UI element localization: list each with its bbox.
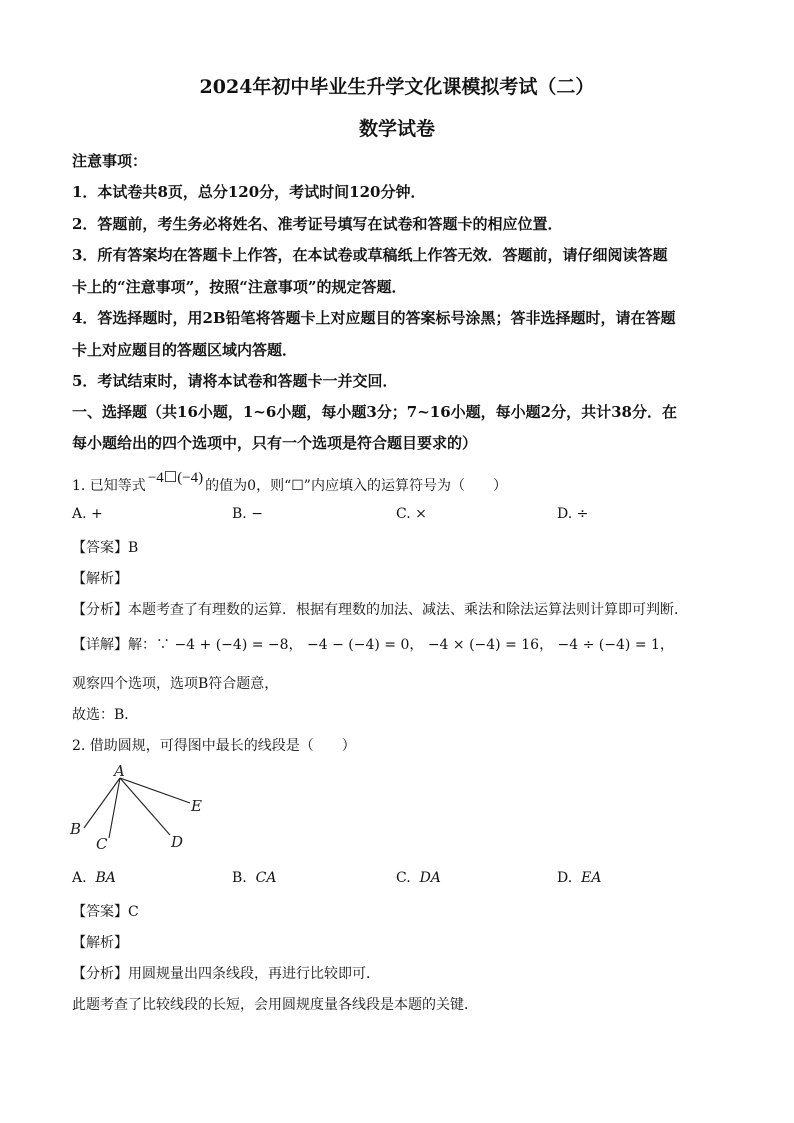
q2-option-d: [557, 870, 601, 886]
option-value: DA: [419, 870, 441, 886]
q1-observe: 观察四个选项，选项B符合题意，: [72, 676, 279, 692]
q1-analysis-heading: 【解析】: [72, 571, 128, 587]
note-line: 卡上的“注意事项”，按照“注意事项”的规定答题．: [72, 278, 407, 296]
point-label-a: A: [114, 762, 125, 780]
q1-detail: 【详解】解：∵ −4 + (−4) = −8， −4 − (−4) = 0， −4 × (−4) = 16， −4 ÷ (−4) = 1，: [72, 637, 674, 653]
option-letter: B.: [232, 870, 247, 886]
exam-title: 2024年初中毕业生升学文化课模拟考试（二）: [199, 76, 595, 98]
q2-stem: 2. 借助圆规，可得图中最长的线段是（ ）: [72, 738, 356, 754]
q1-option-c: C. ×: [396, 506, 427, 522]
note-line: 5．考试结束时，请将本试卷和答题卡一并交回．: [72, 372, 398, 390]
q1-answer: 【答案】B: [72, 540, 139, 556]
q2-analysis: 【分析】用圆规量出四条线段，再进行比较即可．: [72, 966, 380, 982]
option-letter: A.: [72, 870, 87, 886]
q2-option-a: [72, 870, 116, 886]
q1-conclusion: 故选：B．: [72, 707, 139, 723]
q2-summary: 此题考查了比较线段的长短，会用圆规度量各线段是本题的关键．: [72, 997, 478, 1013]
note-line: 3．所有答案均在答题卡上作答，在本试卷或草稿纸上作答无效．答题前，请仔细阅读答题: [72, 246, 668, 264]
segment-ca: [109, 778, 120, 838]
exam-subtitle: 数学试卷: [358, 118, 435, 140]
point-label-d: D: [171, 833, 184, 851]
option-value: BA: [95, 870, 116, 886]
option-value: CA: [255, 870, 277, 886]
point-label-b: B: [70, 820, 82, 838]
section-heading: 每小题给出的四个选项中，只有一个选项是符合题目要求的）: [72, 434, 478, 452]
q1-prefix: 1. 已知等式: [72, 478, 146, 494]
q1-expression: −4☐(−4): [147, 470, 204, 486]
note-line: 卡上对应题目的答题区域内答题．: [72, 341, 298, 359]
q1-analysis: 【分析】本题考查了有理数的运算．根据有理数的加法、减法、乘法和除法运算法则计算即可判断．: [72, 602, 688, 618]
option-value: EA: [581, 870, 602, 886]
q2-option-c: [396, 870, 441, 886]
q2-answer: 【答案】C: [72, 904, 139, 920]
q1-option-b: B. −: [232, 506, 263, 522]
note-line: 1．本试卷共8页，总分120分，考试时间120分钟．: [72, 183, 426, 201]
q1-option-d: D. ÷: [557, 506, 589, 522]
option-letter: D.: [557, 870, 573, 886]
section-heading: 一、选择题（共16小题，1~6小题，每小题3分；7~16小题，每小题2分，共计38分．在: [72, 403, 677, 421]
point-label-e: E: [191, 797, 202, 815]
option-letter: C.: [396, 870, 411, 886]
point-label-c: C: [96, 835, 108, 853]
q1-suffix: 的值为0，则“☐”内应填入的运算符号为（ ）: [205, 478, 507, 494]
q2-analysis-heading: 【解析】: [72, 935, 128, 951]
note-line: 2．答题前，考生务必将姓名、准考证号填写在试卷和答题卡的相应位置．: [72, 215, 563, 233]
notes-heading: 注意事项：: [72, 152, 148, 170]
segment-ba: [84, 778, 120, 828]
q2-option-b: [232, 870, 276, 886]
note-line: 4．答选择题时，用2B铅笔将答题卡上对应题目的答案标号涂黑；答非选择题时，请在答题: [72, 309, 676, 327]
q1-option-a: A. +: [72, 506, 103, 522]
